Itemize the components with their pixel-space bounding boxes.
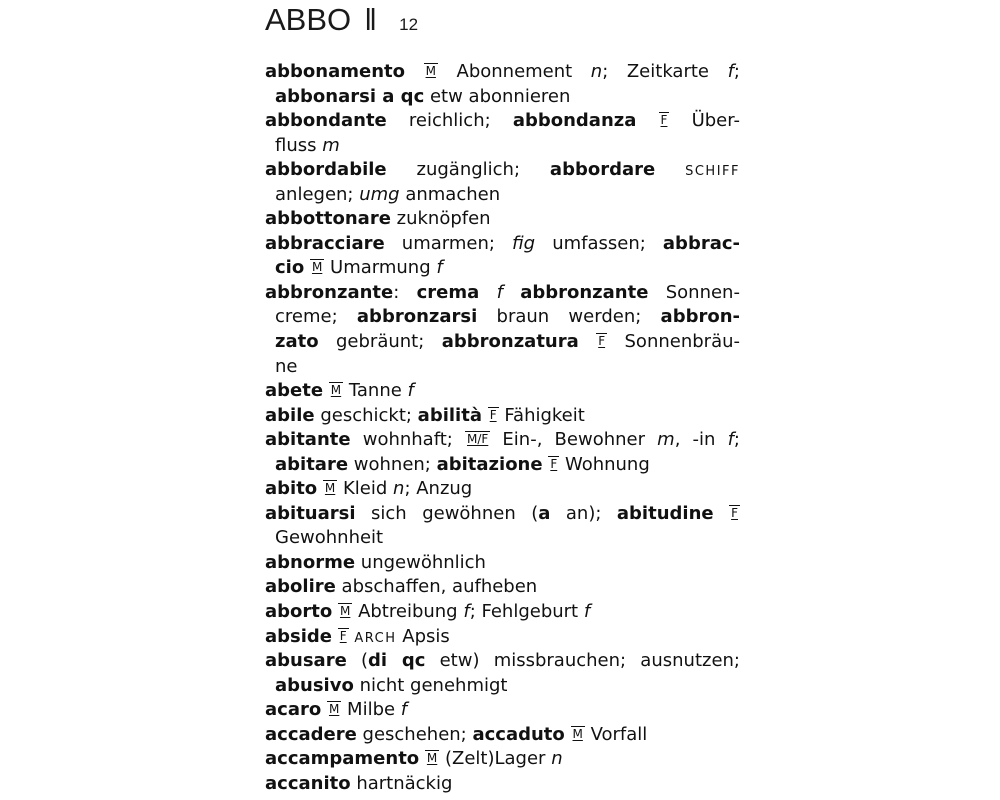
entry-text: ungewöhnlich [355, 551, 486, 573]
gender-marker: M [572, 726, 583, 741]
entry-line [265, 305, 740, 330]
entry-text: Fähigkeit [498, 404, 585, 426]
entry-line [265, 772, 740, 797]
entry-text: Umarmung [324, 257, 437, 279]
domain-label: SCHIFF [685, 164, 740, 180]
headword: abito [265, 478, 318, 500]
headword: abbronzarsi [356, 306, 478, 328]
gender-marker: M/F [466, 432, 489, 447]
gender-marker: F [598, 334, 606, 349]
entry-text: umfassen; [535, 232, 663, 254]
entry-text: nicht genehmigt [353, 674, 508, 696]
headword: di qc [368, 650, 426, 672]
grammar-abbrev: f [463, 601, 470, 623]
entry-text: zugänglich; [386, 159, 550, 181]
entry-line [265, 502, 740, 527]
gender-marker: F [660, 113, 668, 128]
entry-line [265, 158, 740, 183]
gender-marker: M [425, 64, 436, 78]
headword: abile [265, 404, 315, 426]
entry-line [265, 453, 740, 478]
headword: abusare [265, 650, 347, 672]
entry-text: Abonnement [437, 61, 591, 82]
entry-line [265, 575, 740, 600]
headword: accampamento [265, 748, 420, 770]
entry-text: Tanne [343, 380, 408, 402]
dictionary-page [265, 0, 745, 800]
entry-line [265, 207, 740, 232]
headword: abbronzatura [441, 331, 579, 353]
entry-text [655, 159, 685, 180]
entry-text: geschehen; [356, 723, 473, 745]
entry-line [265, 183, 740, 208]
grammar-abbrev: umg [359, 183, 400, 205]
headword: abbracciare [265, 232, 385, 254]
grammar-abbrev: f [400, 699, 408, 721]
entry-text: Sonnenbräu- [607, 331, 740, 353]
entry-text: Apsis [396, 625, 450, 647]
headword: abside [265, 625, 333, 647]
entry-text [714, 503, 730, 524]
headword: accaduto [472, 723, 565, 745]
headword: abbonamento [265, 61, 405, 82]
grammar-abbrev: f [496, 281, 503, 303]
headword: accadere [265, 723, 357, 745]
entry-text: , -in [674, 429, 728, 451]
entry-text: ; [733, 429, 740, 451]
entry-text [579, 331, 596, 352]
entry-text: hartnäckig [350, 772, 453, 794]
headword: abbron- [660, 306, 740, 328]
headword: abbronzante [265, 281, 394, 303]
gender-marker: M [311, 260, 323, 275]
entry-line [265, 134, 740, 159]
entry-text: sich gewöhnen ( [355, 502, 539, 524]
entry-text: Milbe [341, 699, 401, 721]
entry-line [265, 281, 740, 306]
guideword: ABBO [265, 2, 352, 37]
headword: accanito [265, 772, 351, 794]
entry-text: Wohnung [559, 453, 650, 475]
headword: aborto [265, 601, 333, 623]
entry-line [265, 698, 740, 723]
entry-line [265, 330, 740, 355]
entry-line [265, 551, 740, 576]
entry-text: etw abonnieren [424, 85, 571, 107]
entry-text: anmachen [399, 183, 501, 205]
entry-text [405, 61, 424, 82]
grammar-abbrev: n [590, 61, 603, 82]
entry-line [265, 428, 740, 453]
entry-text: Über- [669, 110, 740, 132]
entry-text: reichlich; [386, 110, 513, 132]
page-header [265, 2, 418, 44]
entry-text: ; [733, 61, 740, 82]
entry-line [265, 625, 740, 650]
gender-marker: F [489, 407, 497, 422]
entry-text: wohnhaft; [350, 429, 465, 451]
gender-marker: F [731, 505, 738, 520]
grammar-abbrev: n [551, 748, 563, 770]
headword: abbrac- [662, 232, 740, 254]
headword: abituarsi [265, 502, 356, 524]
headword: a [538, 502, 551, 524]
entry-text: ( [346, 650, 369, 672]
headword: abbordare [549, 159, 656, 181]
headword: abbottonare [265, 208, 391, 230]
headword: abitante [265, 429, 351, 451]
gender-marker: M [339, 604, 351, 619]
entry-line [265, 85, 740, 110]
entry-text: wohnen; [348, 453, 437, 475]
entry-line [265, 526, 740, 551]
entry-text: ; Anzug [404, 478, 473, 500]
header-separator: ‖ [364, 2, 373, 37]
entry-line [265, 477, 740, 502]
entry-text: gebräunt; [318, 331, 442, 353]
gender-marker: M [330, 383, 342, 398]
headword: abitudine [616, 502, 714, 524]
headword: zato [275, 331, 319, 353]
entry-text: (Zelt)Lager [439, 748, 552, 770]
headword: abusivo [275, 674, 354, 696]
entry-line [265, 355, 740, 380]
grammar-abbrev: f [727, 429, 734, 451]
grammar-abbrev: m [657, 429, 675, 451]
entry-text: Ein-, Bewohner [490, 429, 658, 451]
grammar-abbrev: n [393, 478, 405, 500]
gender-marker: F [339, 628, 347, 643]
domain-label: ARCH [354, 630, 397, 646]
grammar-abbrev: m [322, 134, 340, 156]
entry-line [265, 747, 740, 772]
gender-marker: M [328, 702, 340, 717]
headword: abbronzante [520, 281, 649, 303]
dictionary-entries [265, 60, 745, 796]
entry-line [265, 379, 740, 404]
headword: abbondante [265, 110, 387, 132]
entry-text: fluss [275, 134, 323, 156]
grammar-abbrev: fig [512, 232, 536, 254]
entry-text: Gewohnheit [275, 527, 384, 549]
entry-text: Sonnen- [648, 281, 740, 303]
headword: abbonarsi a qc [275, 85, 425, 107]
entry-text [636, 110, 658, 131]
headword: crema [416, 281, 480, 303]
entry-line [265, 109, 740, 134]
entry-line [265, 674, 740, 699]
entry-text: abschaffen, aufheben [335, 576, 538, 598]
entry-line [265, 256, 740, 281]
headword: abolire [265, 576, 336, 598]
headword: abnorme [265, 551, 356, 573]
gender-marker: M [426, 751, 438, 766]
entry-text: anlegen; [275, 183, 360, 205]
entry-line [265, 600, 740, 625]
entry-line [265, 60, 740, 85]
grammar-abbrev: f [407, 380, 414, 402]
entry-text: ; Zeitkarte [602, 61, 728, 82]
entry-text: braun werden; [477, 306, 661, 328]
entry-line [265, 232, 740, 257]
headword: abbondanza [512, 110, 637, 132]
headword: acaro [265, 699, 322, 721]
headword: abbordabile [265, 159, 387, 181]
entry-text: ; Fehlgeburt [469, 601, 584, 623]
entry-text: ne [275, 355, 298, 377]
entry-text [479, 282, 496, 303]
grammar-abbrev: f [583, 601, 591, 623]
entry-text: geschickt; [314, 404, 418, 426]
entry-text: etw) missbrauchen; ausnutzen; [425, 650, 740, 672]
gender-marker: M [324, 481, 336, 496]
grammar-abbrev: f [727, 61, 734, 82]
grammar-abbrev: f [436, 257, 443, 279]
gender-marker: F [550, 456, 558, 471]
page-number: 12 [399, 15, 419, 34]
entry-line [265, 649, 740, 674]
entry-text: umarmen; [384, 232, 513, 254]
entry-line [265, 723, 740, 748]
headword: cio [275, 257, 305, 279]
entry-text: an); [550, 502, 617, 524]
entry-text: Abtreibung [352, 601, 464, 623]
entry-text: Vorfall [584, 723, 648, 745]
entry-text: Kleid [337, 478, 394, 500]
entry-text: zuknöpfen [390, 208, 491, 230]
headword: abitazione [436, 453, 543, 475]
headword: abete [265, 380, 324, 402]
entry-text [503, 282, 520, 303]
headword: abilità [417, 404, 482, 426]
entry-line [265, 404, 740, 429]
entry-text: : [393, 281, 417, 303]
entry-text: creme; [275, 306, 357, 328]
headword: abitare [275, 453, 349, 475]
